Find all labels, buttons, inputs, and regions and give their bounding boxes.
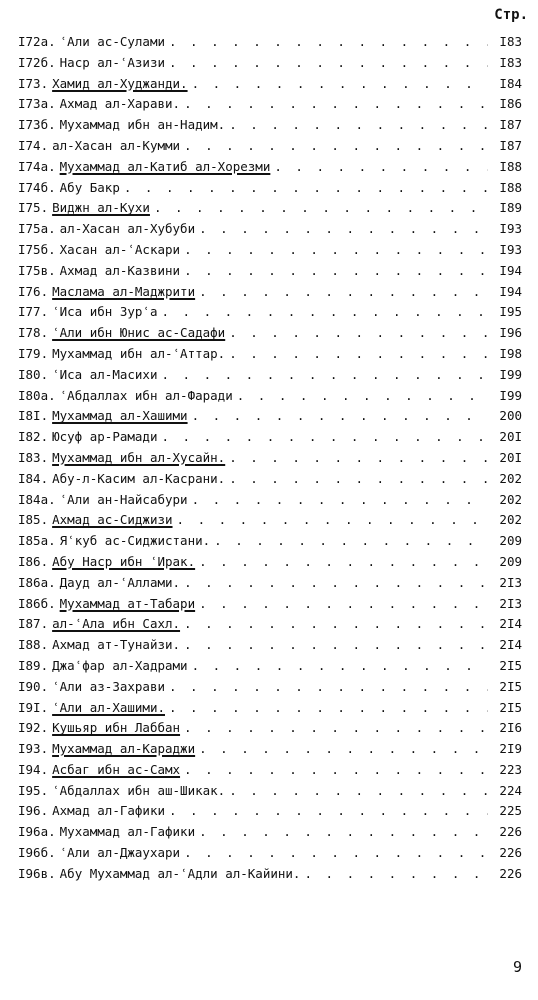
entry-title: Виджн ал-Кухи (52, 200, 150, 216)
entry-number: I75б. (18, 241, 56, 257)
entry-title: ʿИса ибн Зурʿа (52, 304, 158, 320)
dot-leader (184, 720, 488, 735)
table-of-contents (18, 34, 522, 887)
dot-leader (229, 346, 488, 361)
dot-leader (214, 533, 488, 548)
entry-page: I86 (499, 96, 522, 112)
entry-number: I9I. (18, 699, 49, 715)
toc-entry (18, 783, 522, 804)
entry-number: I8I. (18, 408, 49, 424)
entry-number: I96. (18, 803, 49, 819)
toc-entry (18, 554, 522, 575)
entry-number: I87. (18, 616, 49, 632)
toc-entry (18, 429, 522, 450)
entry-page: 2I3 (499, 574, 522, 590)
entry-title: Хасан ал-ʿАскари (59, 241, 181, 257)
entry-title: Ахмад ал-Харави. (59, 96, 181, 112)
entry-page: I87 (499, 117, 522, 133)
entry-number: I73. (18, 75, 49, 91)
dot-leader (169, 700, 488, 715)
entry-number: I86а. (18, 574, 56, 590)
dot-leader (229, 325, 488, 340)
entry-title: Кушьяр ибн Лаббан (52, 720, 181, 736)
entry-number: I90. (18, 678, 49, 694)
toc-entry (18, 117, 522, 138)
entry-page: 209 (499, 533, 522, 549)
entry-page: I88 (499, 179, 522, 195)
entry-page: I96 (499, 325, 522, 341)
entry-page: 20I (499, 449, 522, 465)
toc-entry (18, 596, 522, 617)
dot-leader (304, 866, 488, 881)
entry-title: ʿИса ал-Масихи (52, 366, 158, 382)
entry-title: Мухаммад ал-Гафики (59, 824, 196, 840)
entry-number: I89. (18, 657, 49, 673)
toc-entry (18, 762, 522, 783)
dot-leader (229, 783, 488, 798)
entry-page: 2I5 (499, 699, 522, 715)
toc-entry (18, 408, 522, 429)
entry-number: I96в. (18, 865, 56, 881)
entry-page: I83 (499, 54, 522, 70)
toc-entry (18, 824, 522, 845)
toc-entry (18, 159, 522, 180)
entry-page: 2I5 (499, 678, 522, 694)
entry-title: Мухаммад ал-Хашими (52, 408, 188, 424)
toc-entry (18, 803, 522, 824)
entry-title: ʿАли ал-Джаухари (59, 845, 181, 861)
dot-leader (192, 492, 488, 507)
dot-leader (199, 824, 488, 839)
dot-leader (169, 55, 488, 70)
entry-page: I98 (499, 345, 522, 361)
dot-leader (184, 637, 488, 652)
entry-page: I94 (499, 262, 522, 278)
dot-leader (154, 200, 488, 215)
entry-number: I95. (18, 782, 49, 798)
toc-entry (18, 325, 522, 346)
toc-entry (18, 741, 522, 762)
dot-leader (177, 512, 488, 527)
toc-entry (18, 367, 522, 388)
entry-page: 2I5 (499, 657, 522, 673)
toc-entry (18, 471, 522, 492)
entry-page: I84 (499, 75, 522, 91)
entry-page: I89 (499, 200, 522, 216)
entry-number: I82. (18, 429, 49, 445)
entry-title: ʿАли ал-Хашими. (52, 699, 165, 715)
dot-leader (161, 367, 488, 382)
entry-title: Абу Бакр (59, 179, 120, 195)
entry-title: ʿАбдаллах ибн аш-Шикак. (52, 782, 226, 798)
entry-page: 202 (499, 491, 522, 507)
entry-number: I86б. (18, 595, 56, 611)
entry-title: Ахмад ал-Казвини (59, 262, 181, 278)
page-number: 9 (512, 958, 522, 976)
entry-number: I83. (18, 449, 49, 465)
entry-number: I85а. (18, 533, 56, 549)
entry-number: I93. (18, 741, 49, 757)
dot-leader (229, 117, 488, 132)
entry-number: I86. (18, 553, 49, 569)
dot-leader (169, 679, 488, 694)
entry-title: ал-Хасан ал-Хубуби (59, 221, 196, 237)
dot-leader (184, 242, 488, 257)
toc-entry (18, 388, 522, 409)
entry-number: I74а. (18, 158, 56, 174)
toc-entry (18, 96, 522, 117)
dot-leader (199, 554, 488, 569)
dot-leader (184, 138, 488, 153)
entry-title: Абу Наср ибн ʿИрак. (52, 553, 196, 569)
entry-page: 202 (499, 512, 522, 528)
toc-entry (18, 221, 522, 242)
entry-number: I76. (18, 283, 49, 299)
dot-leader (124, 180, 488, 195)
entry-title: Мухаммад ат-Табари (59, 595, 196, 611)
entry-page: I99 (499, 366, 522, 382)
toc-entry (18, 512, 522, 533)
dot-leader (161, 429, 488, 444)
entry-page: 202 (499, 470, 522, 486)
entry-number: I73а. (18, 96, 56, 112)
dot-leader (184, 616, 488, 631)
entry-number: I72а. (18, 34, 56, 49)
toc-entry (18, 658, 522, 679)
entry-title: Дауд ал-ʿАллами. (59, 574, 181, 590)
toc-entry (18, 55, 522, 76)
dot-leader (169, 34, 488, 49)
toc-entry (18, 76, 522, 97)
entry-page: 209 (499, 553, 522, 569)
toc-entry (18, 34, 522, 55)
entry-title: Джаʿфар ал-Хадрами (52, 657, 188, 673)
toc-entry (18, 180, 522, 201)
toc-entry (18, 575, 522, 596)
entry-title: Абу-л-Касим ал-Касрани. (52, 470, 226, 486)
entry-title: Ахмад ал-Гафики (52, 803, 165, 819)
dot-leader (184, 575, 488, 590)
entry-page: I93 (499, 241, 522, 257)
entry-title: ʿАбдаллах ибн ал-Фаради (59, 387, 233, 403)
entry-page: 200 (499, 408, 522, 424)
entry-page: I83 (499, 34, 522, 49)
entry-number: I84. (18, 470, 49, 486)
dot-leader (199, 284, 488, 299)
entry-page: 226 (499, 865, 522, 881)
dot-leader (184, 845, 488, 860)
entry-title: Мухаммад ал-Катиб ал-Хорезми (59, 158, 271, 174)
page-column-header: Стр. (494, 7, 528, 23)
entry-number: I92. (18, 720, 49, 736)
entry-page: 2I3 (499, 595, 522, 611)
entry-title: Мухаммад ибн ан-Надим. (59, 117, 226, 133)
entry-number: I80а. (18, 387, 56, 403)
entry-title: Асбаг ибн ас-Самх (52, 761, 181, 777)
toc-entry (18, 263, 522, 284)
entry-title: Наср ал-ʿАзизи (59, 54, 165, 70)
entry-title: ʿАли аз-Захрави (52, 678, 165, 694)
entry-number: I94. (18, 761, 49, 777)
entry-page: 2I9 (499, 741, 522, 757)
dot-leader (199, 741, 488, 756)
dot-leader (229, 450, 488, 465)
toc-entry (18, 845, 522, 866)
dot-leader (199, 596, 488, 611)
entry-page: 224 (499, 782, 522, 798)
entry-number: I79. (18, 345, 49, 361)
toc-entry (18, 138, 522, 159)
entry-page: 2I6 (499, 720, 522, 736)
dot-leader (237, 388, 488, 403)
entry-title: Мухаммад ибн ал-Хусайн. (52, 449, 226, 465)
toc-entry (18, 200, 522, 221)
entry-number: I73б. (18, 117, 56, 133)
entry-number: I72б. (18, 54, 56, 70)
entry-page: 226 (499, 845, 522, 861)
entry-page: 226 (499, 824, 522, 840)
entry-title: ʿАли ибн Юнис ас-Садафи (52, 325, 226, 341)
entry-page: I95 (499, 304, 522, 320)
toc-entry (18, 346, 522, 367)
entry-title: Маслама ал-Маджрити (52, 283, 196, 299)
dot-leader (192, 76, 488, 91)
dot-leader (229, 471, 488, 486)
entry-number: I88. (18, 637, 49, 653)
entry-title: Яʿкуб ас-Сиджистани. (59, 533, 211, 549)
entry-title: Мухаммад ибн ал-ʿАттар. (52, 345, 226, 361)
dot-leader (199, 221, 488, 236)
entry-title: Ахмад ас-Сиджизи (52, 512, 173, 528)
entry-title: Хамид ал-Худжанди. (52, 75, 188, 91)
entry-number: I78. (18, 325, 49, 341)
entry-page: I93 (499, 221, 522, 237)
entry-number: I75. (18, 200, 49, 216)
toc-entry (18, 242, 522, 263)
entry-title: ал-Хасан ал-Кумми (52, 137, 181, 153)
entry-page: 2I4 (499, 637, 522, 653)
entry-title: ал-ʿАла ибн Сахл. (52, 616, 181, 632)
toc-entry (18, 679, 522, 700)
entry-title: Ахмад ат-Тунайзи. (52, 637, 181, 653)
entry-page: I94 (499, 283, 522, 299)
toc-entry (18, 720, 522, 741)
entry-number: I75в. (18, 262, 56, 278)
entry-number: I75а. (18, 221, 56, 237)
entry-title: Мухаммад ал-Караджи (52, 741, 196, 757)
dot-leader (169, 803, 488, 818)
toc-entry (18, 492, 522, 513)
dot-leader (184, 96, 488, 111)
toc-entry (18, 700, 522, 721)
toc-entry (18, 616, 522, 637)
toc-entry (18, 866, 522, 887)
dot-leader (184, 762, 488, 777)
entry-page: 2I4 (499, 616, 522, 632)
entry-number: I74. (18, 137, 49, 153)
entry-number: I96б. (18, 845, 56, 861)
entry-page: I99 (499, 387, 522, 403)
toc-entry (18, 304, 522, 325)
entry-title: Абу Мухаммад ал-ʿАдли ал-Кайини. (59, 865, 301, 881)
dot-leader (192, 658, 488, 673)
entry-title: ʿАли ас-Сулами (59, 34, 165, 49)
dot-leader (192, 408, 488, 423)
dot-leader (161, 304, 488, 319)
entry-number: I96а. (18, 824, 56, 840)
entry-title: Юсуф ар-Рамади (52, 429, 158, 445)
entry-page: 20I (499, 429, 522, 445)
entry-number: I80. (18, 366, 49, 382)
entry-number: I84а. (18, 491, 56, 507)
entry-page: 225 (499, 803, 522, 819)
toc-entry (18, 450, 522, 471)
entry-page: 223 (499, 761, 522, 777)
entry-number: I74б. (18, 179, 56, 195)
entry-title: ʿАли ан-Найсабури (59, 491, 188, 507)
entry-number: I77. (18, 304, 49, 320)
entry-page: I88 (499, 158, 522, 174)
dot-leader (274, 159, 488, 174)
toc-entry (18, 533, 522, 554)
entry-number: I85. (18, 512, 49, 528)
toc-entry (18, 284, 522, 305)
dot-leader (184, 263, 488, 278)
entry-page: I87 (499, 137, 522, 153)
toc-entry (18, 637, 522, 658)
